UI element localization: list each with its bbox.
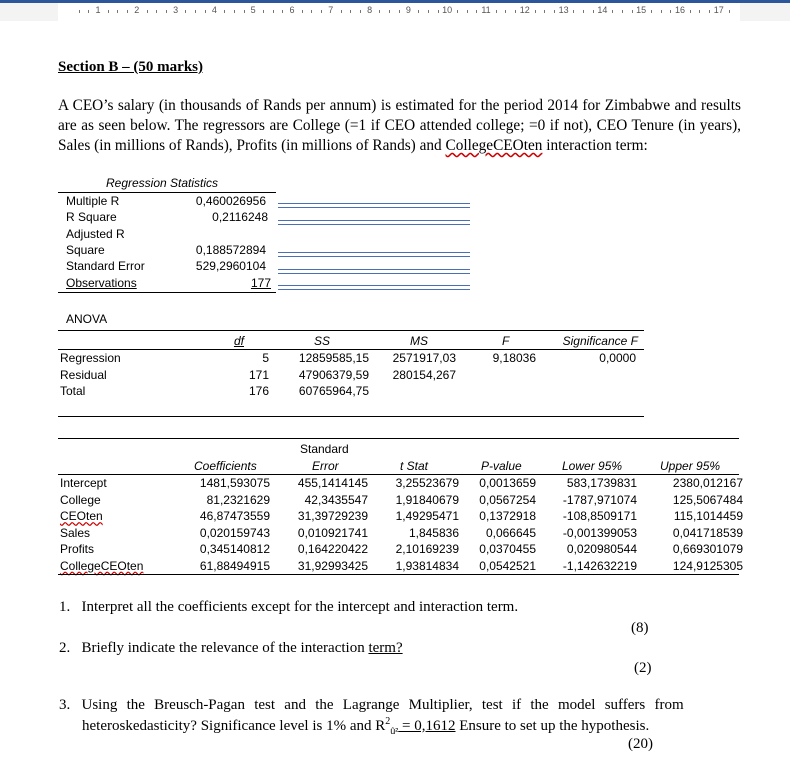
- regstats-label: Square: [66, 243, 105, 257]
- question-text-underlined: term?: [368, 640, 403, 656]
- ruler-tick: [690, 10, 691, 13]
- regstats-title: Regression Statistics: [106, 176, 219, 190]
- ruler-tick: [117, 10, 118, 13]
- ruler-tick: [321, 10, 322, 13]
- ruler-tick: [612, 10, 613, 13]
- question-2: [59, 640, 403, 657]
- question-3-line1: [59, 697, 741, 714]
- ruler-tick: [593, 10, 594, 13]
- ruler-tick: [273, 10, 274, 13]
- coef-cell-se: 31,92993425: [297, 559, 368, 573]
- question-number: 3.: [59, 697, 71, 713]
- coef-cell-hi: 0,669301079: [672, 542, 743, 557]
- ruler-tick: [544, 10, 545, 13]
- answer-blank[interactable]: [278, 285, 470, 290]
- ruler-tick: [496, 10, 497, 13]
- regstats-value: 0,460026956: [195, 194, 266, 208]
- coef-cell-coef: 46,87473559: [199, 509, 270, 524]
- coef-cell-p: 0,1372918: [479, 509, 536, 524]
- question-text: heteroskedasticity? Significance level is 1% and R: [82, 718, 386, 734]
- coef-header: t Stat: [400, 459, 429, 473]
- ruler-tick: [88, 10, 89, 13]
- ruler-tick: [399, 10, 400, 13]
- coef-cell-se: 0,164220422: [297, 542, 368, 557]
- document-page: [0, 36, 790, 764]
- coef-row-label: Profits: [60, 542, 95, 557]
- ruler-tick: [699, 10, 700, 13]
- ruler-tick: [428, 10, 429, 13]
- ruler-tick: [166, 10, 167, 13]
- ruler-number: 3: [173, 5, 179, 15]
- ruler-number: 15: [636, 5, 647, 15]
- coef-cell-p: 0,0542521: [479, 559, 536, 573]
- coef-cell-hi: 124,9125305: [672, 559, 743, 573]
- question-2-marks: (2): [634, 660, 652, 676]
- anova-ss: 47906379,59: [298, 368, 369, 382]
- coef-cell-p: 0,066645: [485, 525, 536, 540]
- ruler-tick: [515, 10, 516, 13]
- coef-cell-coef: 0,345140812: [199, 542, 270, 557]
- ruler-tick: [709, 10, 710, 13]
- ruler-tick: [108, 10, 109, 13]
- coef-header: Upper 95%: [660, 459, 721, 473]
- ruler-number: 6: [289, 5, 295, 15]
- regstats-label: R Square: [66, 210, 117, 224]
- anova-bottom-rule: [58, 416, 644, 417]
- anova-row-label: Residual: [60, 368, 107, 382]
- coef-header: Lower 95%: [562, 459, 623, 473]
- coef-row-label: CEOten: [60, 509, 103, 524]
- ruler-tick: [127, 10, 128, 13]
- answer-blank[interactable]: [278, 269, 470, 274]
- coef-top-rule: [58, 438, 739, 439]
- anova-ms: 2571917,03: [392, 351, 456, 365]
- question-1-marks: (8): [631, 620, 649, 636]
- coef-cell-lo: -1,142632219: [562, 559, 637, 573]
- question-number: 1.: [59, 599, 71, 615]
- anova-header-sig: Significance F: [562, 334, 638, 348]
- ruler-tick: [282, 10, 283, 13]
- regstats-value: 0,188572894: [195, 243, 266, 257]
- coef-cell-se: 0,010921741: [297, 525, 368, 540]
- coef-header: Coefficients: [194, 459, 257, 473]
- ruler-tick: [651, 10, 652, 13]
- coef-cell-p: 0,0370455: [479, 542, 536, 557]
- anova-header-f: F: [502, 334, 510, 348]
- coef-cell-p: 0,0567254: [479, 492, 536, 507]
- anova-df: 176: [248, 384, 269, 398]
- r-squared: [385, 718, 398, 734]
- ruler-tick: [438, 10, 439, 13]
- ruler-number: 16: [674, 5, 686, 15]
- anova-df: 5: [262, 351, 269, 365]
- regstats-label: Adjusted R: [66, 227, 125, 241]
- coef-cell-t: 1,49295471: [395, 509, 459, 524]
- ruler-number: 13: [558, 5, 569, 15]
- anova-header-rule: [58, 349, 644, 350]
- ruler-tick: [302, 10, 303, 13]
- coef-row-label: CollegeCEOten: [60, 559, 144, 573]
- coef-cell-coef: 1481,593075: [199, 476, 270, 490]
- coef-header-standard: Standard: [300, 442, 349, 456]
- section-title: Section B – (50 marks): [58, 59, 203, 75]
- coef-cell-lo: -1787,971074: [562, 492, 637, 507]
- anova-top-rule: [58, 330, 644, 331]
- intro-text-end: interaction term:: [542, 137, 648, 154]
- coef-header-rule: [58, 474, 739, 475]
- regstats-value: 529,2960104: [195, 259, 266, 273]
- coef-cell-se: 455,1414145: [297, 476, 368, 490]
- intro-text: A CEO’s salary (in thousands of Rands per annum) is estimated for the period 2014 for Zimbabwe and results are as seen below. The regressors are College (=1 if CEO attended college; =0 if not), CEO Tenure (in years), Sales (in millions of Rands), Profits (in millions of Rands) and: [58, 97, 741, 154]
- question-text: Briefly indicate the relevance of the interaction: [81, 640, 369, 656]
- ruler-number: 14: [597, 5, 608, 15]
- coef-cell-coef: 61,88494915: [199, 559, 270, 573]
- anova-f: 9,18036: [492, 351, 536, 365]
- anova-ss: 60765964,75: [298, 384, 369, 398]
- ruler-tick: [632, 10, 633, 13]
- coef-row-label: College: [60, 492, 101, 507]
- coef-row-label: Intercept: [60, 476, 107, 490]
- spelling-flagged-word[interactable]: CollegeCEOten: [445, 137, 543, 154]
- anova-header-ss: SS: [314, 334, 331, 348]
- ruler-tick: [467, 10, 468, 13]
- intro-paragraph: [58, 96, 741, 156]
- coef-cell-lo: -108,8509171: [562, 509, 637, 524]
- ruler-tick: [418, 10, 419, 13]
- question-3-marks: (20): [628, 736, 653, 752]
- ruler-number: 5: [250, 5, 256, 15]
- r-squared-value: = 0,1612: [398, 718, 456, 734]
- ruler-number: 9: [405, 5, 411, 15]
- ruler-number: 7: [328, 5, 334, 15]
- ruler-tick: [583, 10, 584, 13]
- coef-cell-t: 2,10169239: [395, 542, 459, 557]
- ruler-tick: [195, 10, 196, 13]
- coef-cell-coef: 81,2321629: [206, 492, 270, 507]
- ruler-tick: [670, 10, 671, 13]
- question-text: Ensure to set up the hypothesis.: [455, 718, 650, 734]
- coef-header: Error: [312, 459, 339, 473]
- ruler-number: 8: [367, 5, 373, 15]
- subscript: û²: [390, 726, 399, 736]
- coef-cell-hi: 115,1014459: [673, 509, 743, 524]
- coef-bottom-rule: [58, 574, 739, 575]
- ruler-tick: [147, 10, 148, 13]
- coef-cell-hi: 125,5067484: [672, 492, 743, 507]
- ruler-tick: [535, 10, 536, 13]
- regstats-value: 177: [250, 276, 271, 290]
- ruler-tick: [311, 10, 312, 13]
- ruler-tick: [205, 10, 206, 13]
- ruler-tick: [622, 10, 623, 13]
- ruler-tick: [185, 10, 186, 13]
- ruler-tick: [156, 10, 157, 13]
- ruler-tick: [79, 10, 80, 13]
- ruler-tick: [661, 10, 662, 13]
- coef-header: P-value: [481, 459, 522, 473]
- anova-title: ANOVA: [66, 312, 108, 326]
- ruler-tick: [350, 10, 351, 13]
- ruler-tick: [554, 10, 555, 13]
- answer-blank[interactable]: [278, 252, 470, 257]
- coef-cell-hi: 0,041718539: [672, 525, 743, 540]
- ruler: [0, 0, 790, 36]
- coef-cell-lo: 0,020980544: [566, 542, 637, 557]
- ruler-tick: [244, 10, 245, 13]
- ruler-number: 2: [134, 5, 140, 15]
- coef-cell-hi: 2380,012167: [672, 476, 743, 490]
- ruler-tick: [379, 10, 380, 13]
- regstats-bottom-rule: [58, 292, 276, 293]
- ruler-tick: [389, 10, 390, 13]
- ruler-tick: [341, 10, 342, 13]
- regstats-label: Multiple R: [66, 194, 120, 208]
- coef-cell-lo: -0,001399053: [562, 525, 637, 540]
- regstats-rule: [58, 192, 276, 193]
- answer-blank[interactable]: [278, 203, 470, 208]
- anova-row-label: Regression: [60, 351, 121, 365]
- coef-cell-lo: 583,1739831: [566, 476, 637, 490]
- anova-ss: 12859585,15: [298, 351, 369, 365]
- coef-cell-p: 0,0013659: [479, 476, 536, 490]
- ruler-number: 1: [95, 5, 101, 15]
- ruler-tick: [457, 10, 458, 13]
- anova-header-ms: MS: [410, 334, 428, 348]
- anova-df: 171: [248, 368, 269, 382]
- ruler-number: 12: [519, 5, 530, 15]
- regstats-value: 0,2116248: [212, 210, 268, 224]
- coef-cell-coef: 0,020159743: [199, 525, 270, 540]
- regstats-label: Observations: [66, 276, 137, 290]
- ruler-tick: [729, 10, 730, 13]
- superscript: 2: [385, 716, 391, 727]
- coef-cell-t: 1,845836: [408, 525, 459, 540]
- ruler-number: 10: [442, 5, 453, 15]
- question-number: 2.: [59, 640, 71, 656]
- coef-cell-se: 31,39729239: [297, 509, 368, 524]
- coef-cell-t: 1,93814834: [395, 559, 459, 573]
- coef-cell-se: 42,3435547: [304, 492, 368, 507]
- regstats-label: Standard Error: [66, 259, 145, 273]
- ruler-number: 4: [211, 5, 217, 15]
- coef-cell-t: 1,91840679: [395, 492, 459, 507]
- ruler-tick: [505, 10, 506, 13]
- ruler-tick: [476, 10, 477, 13]
- anova-sig: 0,0000: [599, 351, 636, 365]
- ruler-number: 11: [481, 5, 491, 15]
- ruler-tick: [224, 10, 225, 13]
- ruler-tick: [360, 10, 361, 13]
- answer-blank[interactable]: [278, 220, 470, 225]
- ruler-number: 17: [713, 5, 724, 15]
- coef-cell-t: 3,25523679: [395, 476, 459, 490]
- question-text: Using the Breusch-Pagan test and the Lagrange Multiplier, test if the model suffers from: [81, 697, 684, 713]
- question-1: [59, 599, 518, 616]
- question-3-line2: [82, 716, 649, 736]
- question-text: Interpret all the coefficients except for the intercept and interaction term.: [81, 599, 519, 615]
- ruler-tick: [234, 10, 235, 13]
- ruler-tick: [573, 10, 574, 13]
- anova-header-df: df: [233, 334, 244, 348]
- anova-ms: 280154,267: [392, 368, 456, 382]
- ruler-tick: [263, 10, 264, 13]
- coef-row-label: Sales: [60, 525, 91, 540]
- anova-row-label: Total: [60, 384, 86, 398]
